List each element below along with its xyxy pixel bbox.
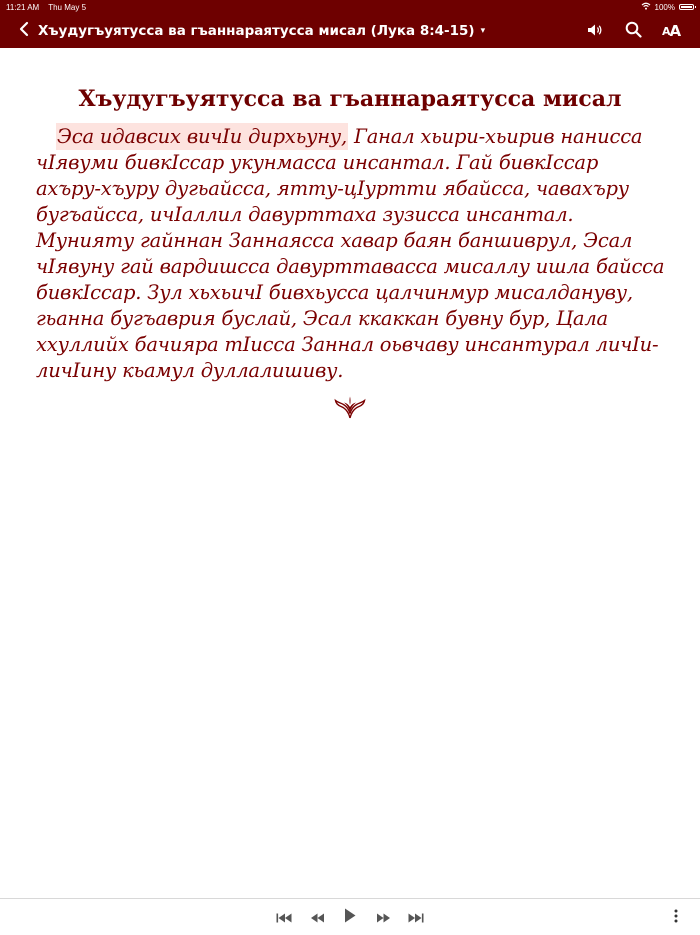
search-button[interactable] [614,14,652,48]
font-size-icon-small: A [661,24,670,38]
play-button[interactable] [334,899,367,935]
wifi-icon [641,2,651,12]
skip-to-end-button[interactable] [400,899,433,935]
font-size-icon-big: A [669,22,681,40]
rewind-icon [310,908,325,927]
passage-text[interactable]: Ганал хьири-хьирив нанисса чIявуми бивкIссар укунмасса инсантал. Гай бивкIссар ахъру-хъуру дугьайсса, ятту-цIуртти ябайсса, чавахъру бугъайсса, ичIаллил давурттаха зузисса инсантал. Мунияту гайннан Заннаясса хавар баян баншиврул, Эсал чIявуну гай вардишсса давурттавасса мисаллу ишла байсса бивкIссар. Зул хьхьичI бивхьусса цалчинмур мисалдануву, гьанна бугъаврия буслай, Эсал ккаккан бувну бур, Цала ххуллийх бачияра тIисса Заннал оьвчаву инсантурал личIи-личIину кьамул дуллалишиву. [36,125,665,382]
status-date: Thu May 5 [48,2,87,12]
status-bar [0,0,700,14]
font-size-button[interactable] [652,14,690,48]
skip-to-start-icon [276,908,292,927]
more-options-button[interactable] [666,899,686,935]
chevron-down-icon: ▾ [480,26,486,36]
fast-forward-icon [376,908,391,927]
nav-actions [576,14,690,48]
highlighted-verse[interactable]: Эса идавсих вичIи дирхьуну, [57,125,348,148]
audio-button[interactable] [576,14,614,48]
speaker-icon [587,22,603,41]
skip-to-end-icon [408,908,424,927]
skip-to-start-button[interactable] [268,899,301,935]
chapter-selector[interactable] [38,23,485,39]
back-button[interactable] [10,14,38,48]
status-right [641,2,694,12]
play-icon [344,908,356,927]
nav-bar [0,14,700,48]
battery-icon [679,4,694,10]
status-time: 11:21 AM [6,2,40,12]
nav-title-text: Хъудугъуятусса ва гъаннараятусса мисал (Лука 8:4-15) [38,23,475,39]
more-vertical-icon [674,908,678,927]
fast-forward-button[interactable] [367,899,400,935]
end-of-text-ornament-icon [0,394,700,420]
passage [36,124,666,384]
battery-fill [681,6,692,8]
reading-area [0,48,700,420]
search-icon [625,21,642,42]
battery-percentage: 100% [654,2,675,12]
rewind-button[interactable] [301,899,334,935]
chapter-title: Хъудугъуятусса ва гъаннараятусса мисал [78,86,622,112]
audio-controls [0,898,700,935]
back-chevron-icon [19,21,29,41]
